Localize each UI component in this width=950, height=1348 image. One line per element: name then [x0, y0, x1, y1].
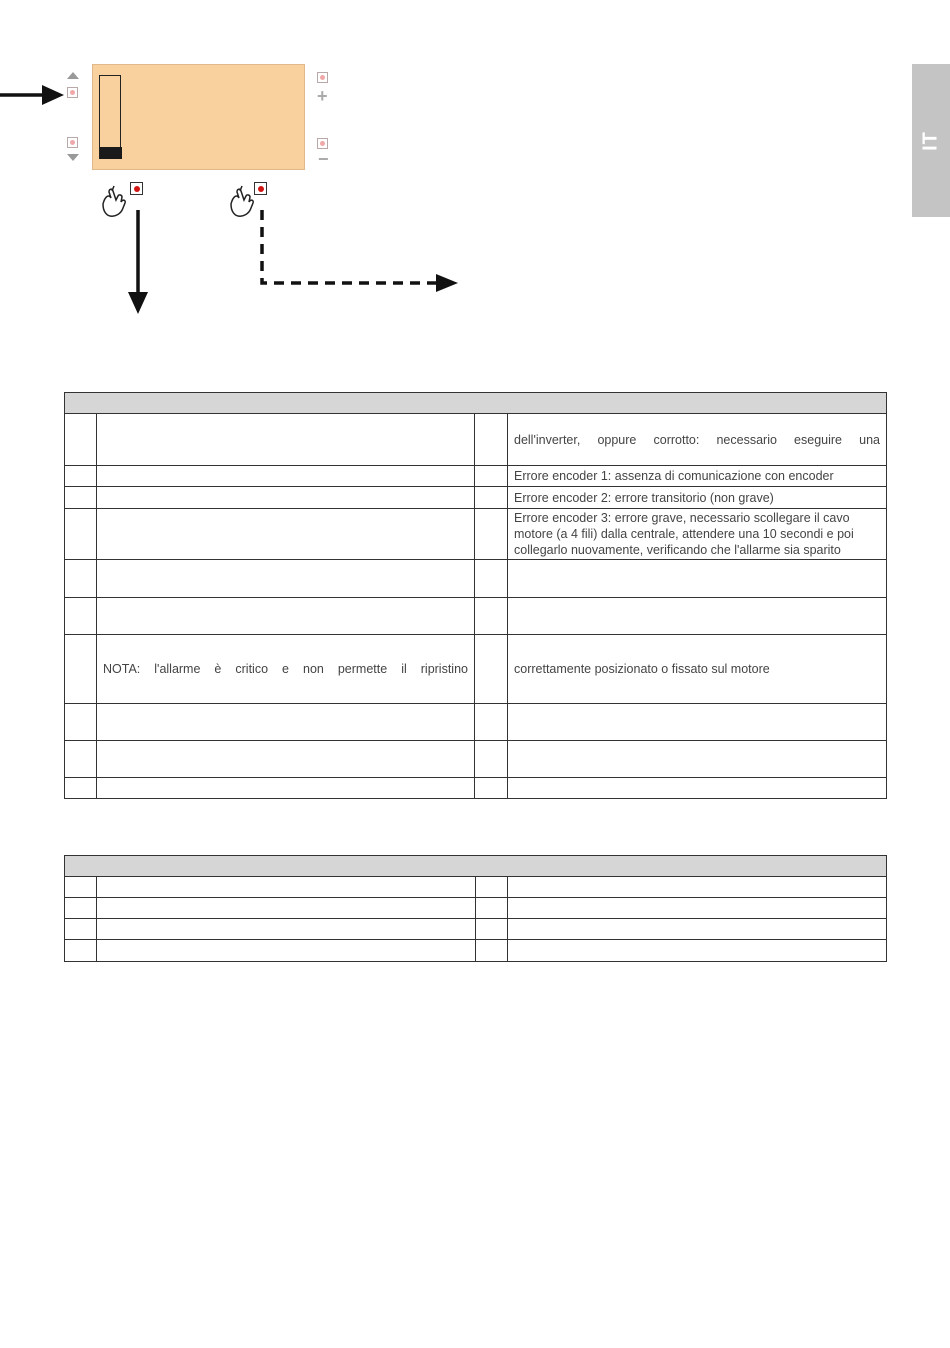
flow-arrows: [0, 0, 950, 340]
table-row: [65, 509, 887, 560]
table-cell: [508, 898, 887, 919]
table-cell: [508, 919, 887, 940]
table-cell: [97, 487, 475, 509]
table-cell: [97, 509, 475, 560]
dashed-arrow-icon: [262, 210, 458, 292]
table-cell: [65, 704, 97, 741]
table-cell: [97, 598, 475, 635]
table-cell: [476, 877, 508, 898]
table-row: [65, 704, 887, 741]
down-button[interactable]: [67, 137, 78, 148]
table-cell: [97, 741, 475, 778]
table-cell: [475, 704, 508, 741]
pointing-hand-icon: [103, 186, 125, 216]
table-cell: Errore encoder 2: errore transitorio (non grave): [508, 487, 887, 509]
table-cell: [97, 414, 475, 466]
table-header-row: [65, 856, 887, 877]
table-cell: NOTA: l'allarme è critico e non permette il ripristino: [97, 635, 475, 704]
table-cell: [475, 598, 508, 635]
table-cell: [475, 560, 508, 598]
table-header-row: [65, 393, 887, 414]
table-cell: [508, 704, 887, 741]
table-cell: [508, 598, 887, 635]
table-cell: [97, 919, 476, 940]
table-cell: [475, 778, 508, 799]
table-row: [65, 778, 887, 799]
escape-button[interactable]: [254, 182, 267, 195]
table-cell: [475, 635, 508, 704]
table-cell: [65, 598, 97, 635]
table-cell: [65, 560, 97, 598]
table-cell: [65, 466, 97, 487]
plus-icon: +: [317, 86, 328, 106]
pointing-hand-icon: [231, 186, 253, 216]
table-cell: [508, 560, 887, 598]
table-header-cell: [65, 856, 887, 877]
table-row: [65, 919, 887, 940]
table-cell: [508, 741, 887, 778]
table-row: [65, 466, 887, 487]
table-row: [65, 898, 887, 919]
table-cell: Errore encoder 3: errore grave, necessario scollegare il cavo motore (a 4 fili) dalla centrale, attendere una 10 secondi e poi collegarlo nuovamente, verificando che l'allarme sia sparito: [508, 509, 887, 560]
table-cell: [97, 560, 475, 598]
table-cell: [476, 940, 508, 962]
table-cell: [97, 778, 475, 799]
arrow-down-small-icon: [67, 154, 79, 161]
secondary-table: [64, 855, 887, 962]
table-cell: [475, 487, 508, 509]
table-cell: [65, 898, 97, 919]
table-cell: [97, 877, 476, 898]
enter-button[interactable]: [130, 182, 143, 195]
plus-button[interactable]: [317, 72, 328, 83]
table-cell: [65, 741, 97, 778]
arrow-right-icon: [0, 85, 64, 105]
table-header-cell: [65, 393, 887, 414]
table-row: [65, 877, 887, 898]
table-cell: [65, 877, 97, 898]
table-cell: [97, 466, 475, 487]
table-row: [65, 560, 887, 598]
table-cell: dell'inverter, oppure corrotto: necessario eseguire una: [508, 414, 887, 466]
table-cell: [65, 509, 97, 560]
table-cell: [508, 778, 887, 799]
table-cell: [65, 487, 97, 509]
arrow-up-icon: [67, 72, 79, 79]
table-cell: [97, 940, 476, 962]
table-cell: [97, 704, 475, 741]
alarm-table: [64, 392, 887, 799]
table-cell: [65, 940, 97, 962]
table-cell: [65, 778, 97, 799]
table-cell: [475, 466, 508, 487]
table-cell: [475, 741, 508, 778]
table-cell: [65, 414, 97, 466]
table-row: [65, 741, 887, 778]
minus-icon: −: [318, 149, 329, 169]
table-cell: Errore encoder 1: assenza di comunicazione con encoder: [508, 466, 887, 487]
table-cell: [475, 414, 508, 466]
table-cell: [475, 509, 508, 560]
table-cell: correttamente posizionato o fissato sul motore: [508, 635, 887, 704]
table-cell: [476, 898, 508, 919]
display-panel: [92, 64, 305, 170]
arrow-down-icon: [128, 210, 148, 314]
table-cell: [508, 877, 887, 898]
table-cell: [508, 940, 887, 962]
table-row: [65, 635, 887, 704]
table-cell: [97, 898, 476, 919]
table-cell: [65, 919, 97, 940]
up-button[interactable]: [67, 87, 78, 98]
table-row: [65, 414, 887, 466]
table-row: [65, 487, 887, 509]
minus-button[interactable]: [317, 138, 328, 149]
table-row: [65, 940, 887, 962]
level-fill: [100, 147, 122, 159]
table-cell: [476, 919, 508, 940]
table-cell: [65, 635, 97, 704]
language-tab-label: IT: [919, 130, 942, 151]
table-row: [65, 598, 887, 635]
